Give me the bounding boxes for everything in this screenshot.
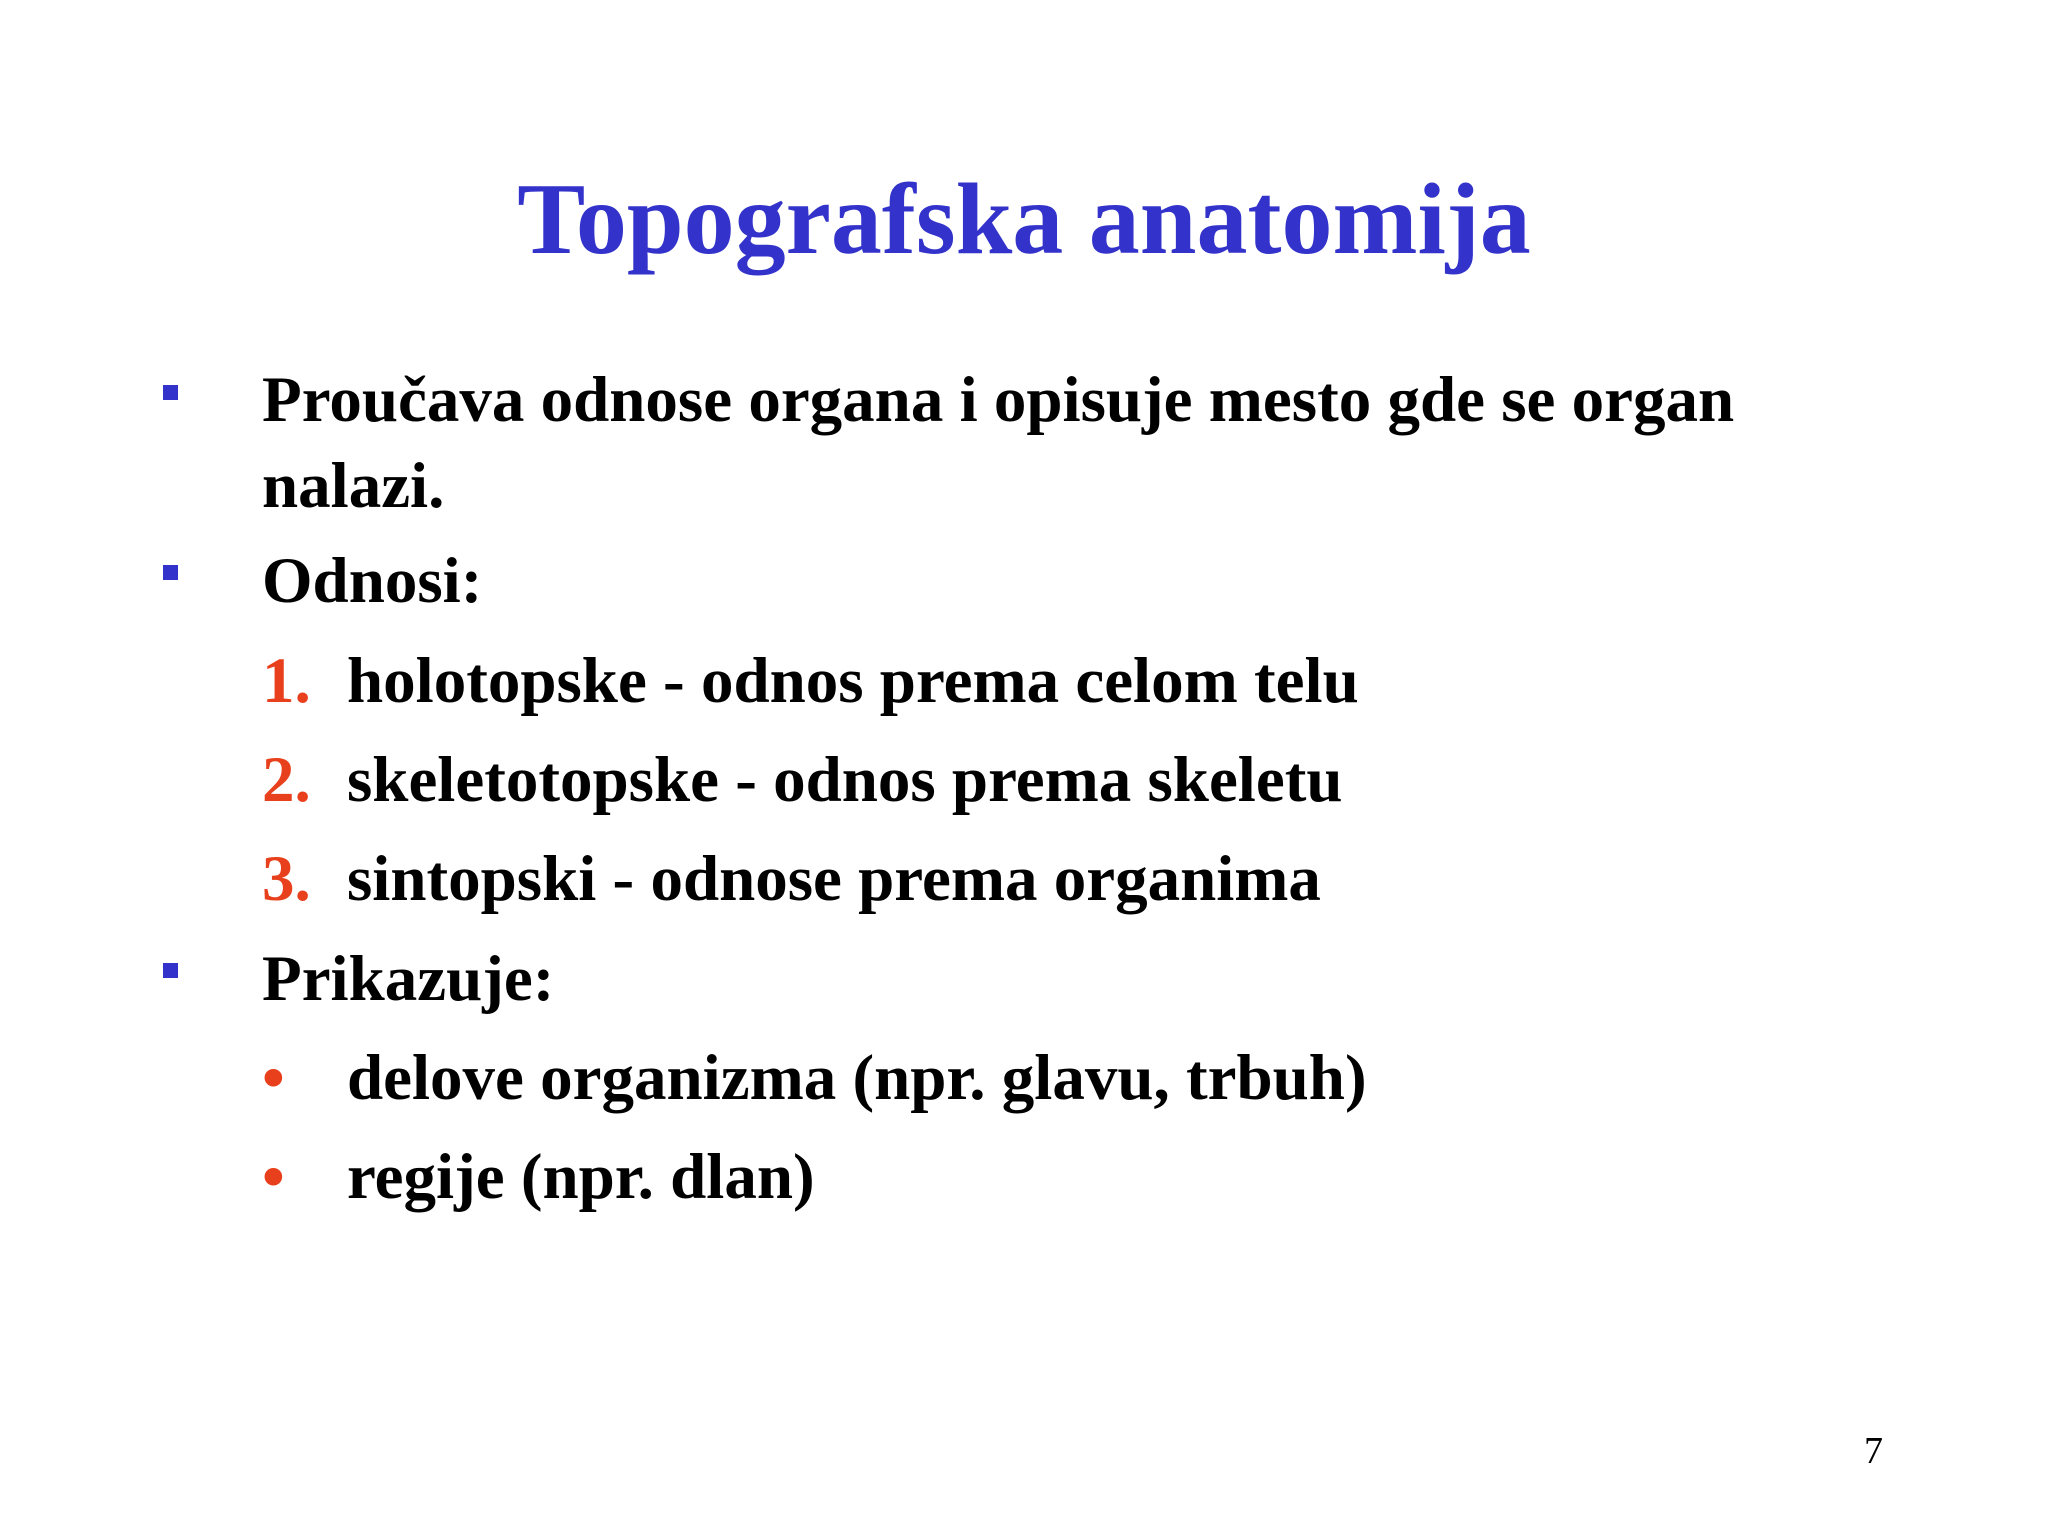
bullet-text-line: nalazi. <box>262 450 445 522</box>
square-bullet-icon <box>163 565 178 580</box>
bullet-text-line: Proučava odnose organa i opisuje mesto gde se organ <box>262 364 1735 436</box>
square-bullet-icon <box>163 963 178 978</box>
page-number: 7 <box>1864 1430 1883 1472</box>
list-item-text: regije (npr. dlan) <box>347 1141 815 1213</box>
square-bullet-icon <box>163 385 178 400</box>
list-number: 3. <box>262 843 311 915</box>
list-number: 1. <box>262 645 311 717</box>
list-item-text: delove organizma (npr. glavu, trbuh) <box>347 1042 1367 1114</box>
list-item-text: holotopske - odnos prema celom telu <box>347 645 1359 717</box>
list-item-text: skeletotopske - odnos prema skeletu <box>347 744 1343 816</box>
round-bullet-icon: • <box>262 1042 285 1114</box>
list-item-text: sintopski - odnose prema organima <box>347 843 1321 915</box>
bullet-text: Prikazuje: <box>262 943 555 1015</box>
slide-title: Topografska anatomija <box>517 163 1531 276</box>
list-number: 2. <box>262 744 311 816</box>
bullet-text: Odnosi: <box>262 545 483 617</box>
round-bullet-icon: • <box>262 1141 285 1213</box>
